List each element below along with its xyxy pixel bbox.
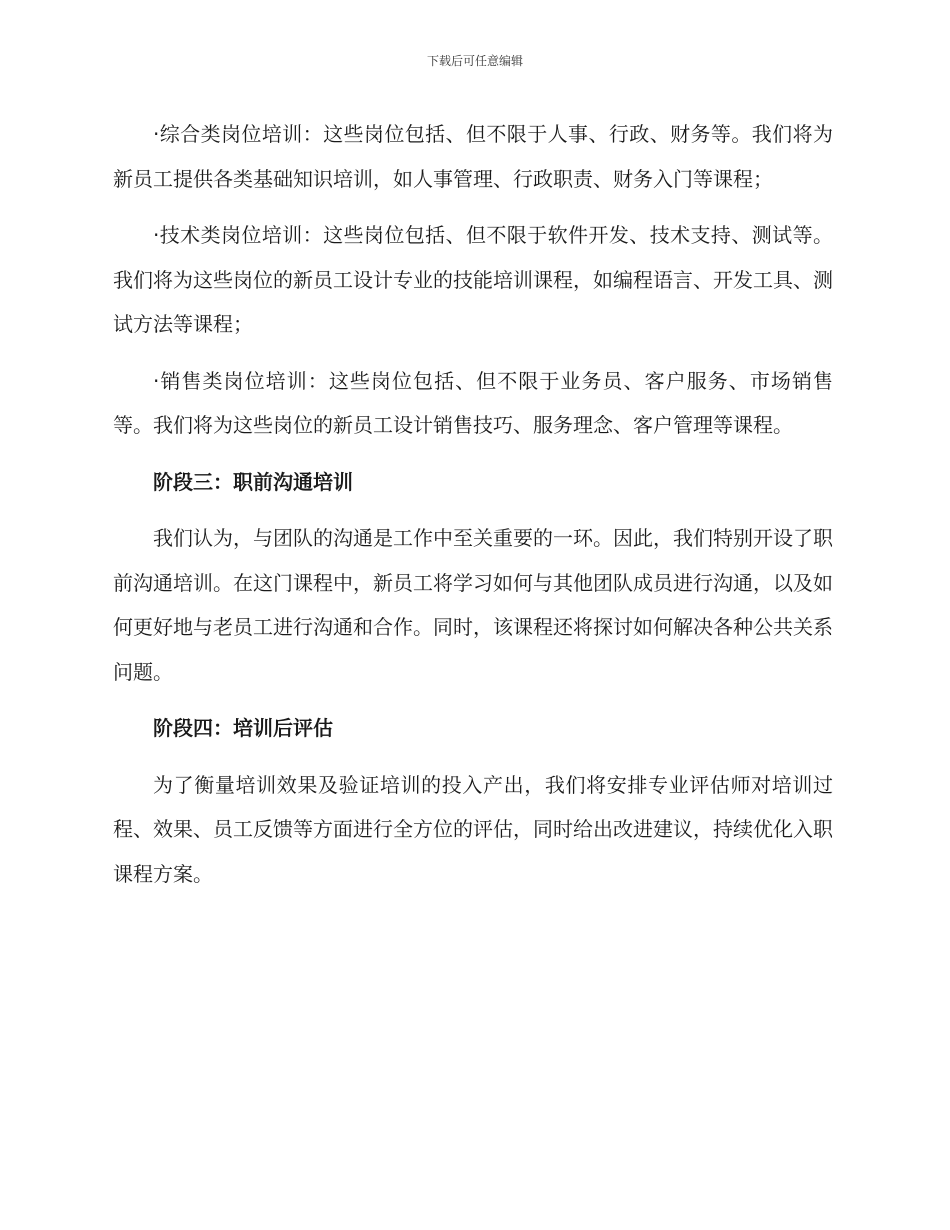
paragraph-stage-four: 为了衡量培训效果及验证培训的投入产出，我们将安排专业评估师对培训过程、效果、员工反馈等方面进行全方位的评估，同时给出改进建议，持续优化入职课程方案。 xyxy=(113,772,833,886)
document-body xyxy=(113,112,833,908)
heading-stage-four: 阶段四：培训后评估 xyxy=(153,716,333,740)
bullet-general-training: ·综合类岗位培训：这些岗位包括、但不限于人事、行政、财务等。我们将为新员工提供各类基础知识培训，如人事管理、行政职责、财务入门等课程； xyxy=(113,122,833,191)
bullet-sales-training: ·销售类岗位培训：这些岗位包括、但不限于业务员、客户服务、市场销售等。我们将为这些岗位的新员工设计销售技巧、服务理念、客户管理等课程。 xyxy=(113,368,833,437)
page-header: 下载后可任意编辑 xyxy=(426,54,523,68)
paragraph-stage-three: 我们认为，与团队的沟通是工作中至关重要的一环。因此，我们特别开设了职前沟通培训。在这门课程中，新员工将学习如何与其他团队成员进行沟通，以及如何更好地与老员工进行沟通和合作。同时，该课程还将探讨如何解决各种公共关系问题。 xyxy=(113,526,833,684)
bullet-technical-training: ·技术类岗位培训：这些岗位包括、但不限于软件开发、技术支持、测试等。我们将为这些岗位的新员工设计专业的技能培训课程，如编程语言、开发工具、测试方法等课程； xyxy=(113,223,833,336)
heading-stage-three: 阶段三：职前沟通培训 xyxy=(153,469,353,494)
